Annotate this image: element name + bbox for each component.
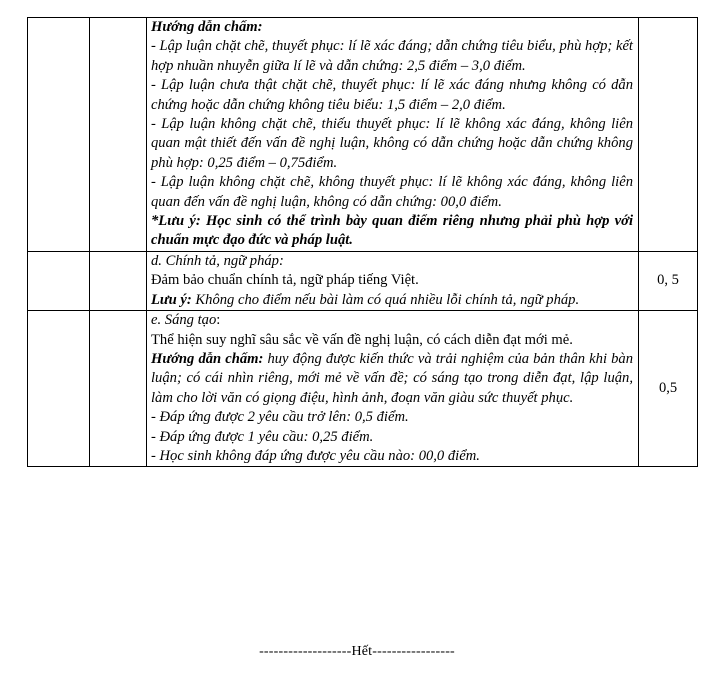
content-cell: [147, 18, 639, 252]
criterion-cell: [90, 251, 147, 310]
text-run: Hướng dẫn chấm:: [151, 350, 264, 367]
text-run: Lưu ý:: [151, 291, 192, 308]
score-value: 0,5: [658, 380, 678, 397]
section-cell: [28, 251, 90, 310]
criterion-cell: [90, 311, 147, 467]
text-run: huy động được kiến thức và trải nghiệm của bản thân khi bàn luận; có cái nhìn riêng, mới mẻ về vấn đề; có sáng tạo trong diễn đạt, lập luận, làm cho lời văn có giọng điệu, hình ảnh, đoạn văn giàu sức thuyết phục.: [151, 350, 633, 406]
content-cell: [147, 311, 639, 467]
section-cell: [28, 18, 90, 252]
paragraph: [151, 271, 633, 290]
text-run: - Đáp ứng được 1 yêu cầu: 0,25 điểm.: [151, 428, 374, 445]
text-run: :: [216, 312, 221, 329]
paragraph: [151, 115, 633, 173]
paragraph: [151, 428, 633, 447]
paragraph: [151, 76, 633, 115]
end-marker: -------------------Hết-----------------: [259, 644, 455, 659]
score-cell: [639, 251, 698, 310]
table-row: [28, 251, 698, 310]
grading-table: [27, 17, 698, 467]
paragraph: [151, 18, 633, 37]
content-cell: [147, 251, 639, 310]
criterion-cell: [90, 18, 147, 252]
text-run: - Lập luận không chặt chẽ, thiếu thuyết phục: lí lẽ không xác đáng, không liên quan mật thiết đến vấn đề nghị luận, không có dẫn chứng hoặc dẫn chứng không phù hợp: 0,25 điểm – 0,75điểm.: [151, 116, 633, 171]
text-run: Không cho điểm nếu bài làm có quá nhiều lỗi chính tả, ngữ pháp.: [191, 291, 580, 308]
text-run: Đảm bảo chuẩn chính tả, ngữ pháp tiếng Việt.: [151, 272, 419, 289]
table-row: [28, 18, 698, 252]
text-run: d. Chính tả, ngữ pháp:: [151, 252, 284, 269]
grading-table-body: [28, 18, 698, 467]
paragraph: [151, 331, 633, 350]
score-cell: [639, 311, 698, 467]
text-run: *Lưu ý: Học sinh có thể trình bày quan điểm riêng nhưng phải phù hợp với chuẩn mực đạo đức và pháp luật.: [151, 213, 633, 249]
text-run: Hướng dẫn chấm:: [151, 19, 263, 35]
score-cell: [639, 18, 698, 252]
score-value: 0, 5: [657, 272, 679, 289]
table-row: [28, 311, 698, 467]
paragraph: [151, 408, 633, 427]
paragraph: [151, 350, 633, 408]
text-run: - Lập luận không chặt chẽ, không thuyết phục: lí lẽ không xác đáng, không liên quan đến vấn đề nghị luận, không có dẫn chứng: 00,0 điểm.: [151, 174, 633, 210]
paragraph: [151, 447, 633, 466]
section-cell: [28, 311, 90, 467]
paragraph: [151, 173, 633, 212]
text-run: Thể hiện suy nghĩ sâu sắc về vấn đề nghị luận, có cách diễn đạt mới mẻ.: [151, 331, 573, 348]
paragraph: [151, 212, 633, 251]
text-run: - Lập luận chưa thật chặt chẽ, thuyết phục: lí lẽ xác đáng nhưng không có dẫn chứng hoặc dẫn chứng không tiêu biểu: 1,5 điểm – 2,0 điểm.: [151, 77, 633, 113]
text-run: - Học sinh không đáp ứng được yêu cầu nào: 00,0 điểm.: [151, 447, 480, 464]
paragraph: [151, 311, 633, 330]
text-run: - Lập luận chặt chẽ, thuyết phục: lí lẽ xác đáng; dẫn chứng tiêu biểu, phù hợp; kết hợp nhuần nhuyễn giữa lí lẽ và dẫn chứng: 2,5 điểm – 3,0 điểm.: [151, 38, 633, 74]
paragraph: [151, 291, 633, 310]
text-run: e. Sáng tạo: [151, 312, 217, 329]
paragraph: [151, 252, 633, 271]
paragraph: [151, 37, 633, 76]
text-run: - Đáp ứng được 2 yêu cầu trở lên: 0,5 điểm.: [151, 409, 409, 426]
